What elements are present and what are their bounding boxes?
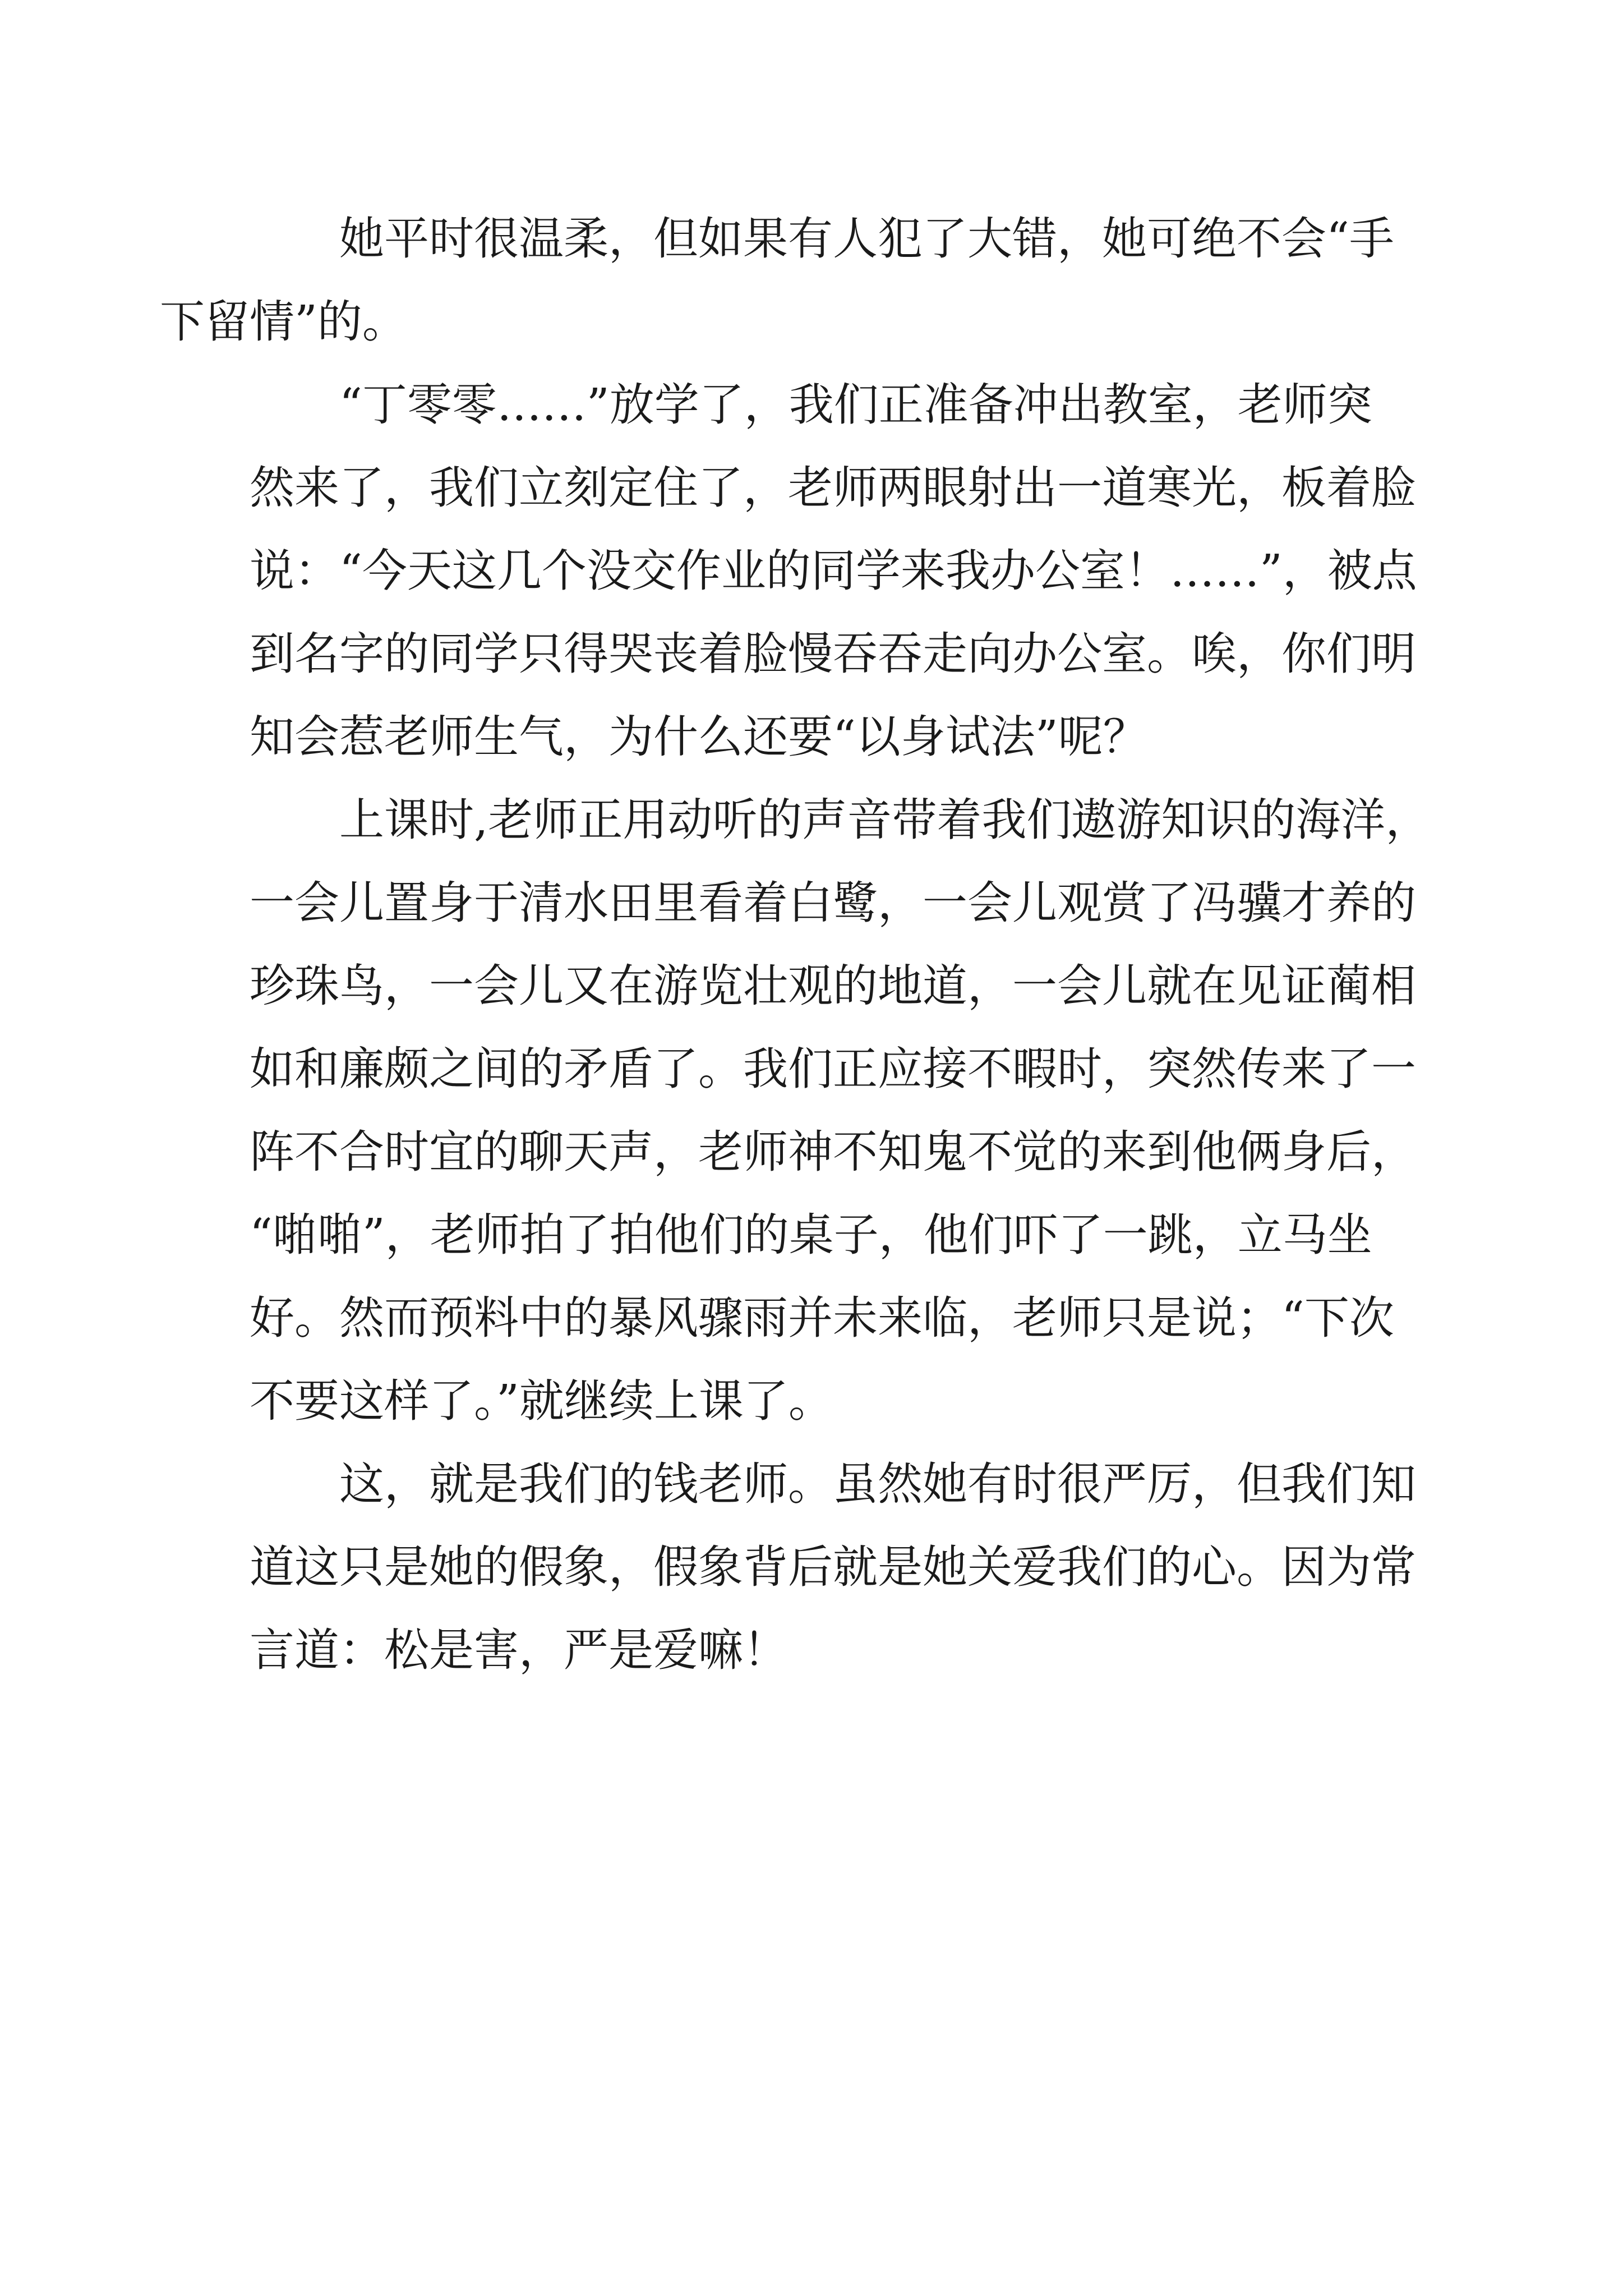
text-line: 道这只是她的假象，假象背后就是她关爱我们的心。因为常 [250,1541,1416,1593]
text-line: 不要这样了。”就继续上课了。 [250,1375,833,1427]
text-line: 下留情”的。 [160,296,407,348]
paragraph-1 [160,197,1394,364]
text-line: “啪啪”，老师拍了拍他们的桌子，他们吓了一跳，立马坐 [250,1209,1372,1261]
paragraph-2 [250,364,1417,779]
text-line: 说：“今天这几个没交作业的同学来我办公室！……”，被点 [250,545,1417,597]
text-line: 知会惹老师生气，为什么还要“以身试法”呢？ [250,711,1148,763]
text-line: 珍珠鸟，一会儿又在游览壮观的地道，一会儿就在见证蔺相 [250,960,1416,1012]
text-line: 如和廉颇之间的矛盾了。我们正应接不暇时，突然传来了一 [250,1043,1416,1095]
text-line: 阵不合时宜的聊天声，老师神不知鬼不觉的来到他俩身后， [250,1126,1416,1178]
text-line: 她平时很温柔，但如果有人犯了大错，她可绝不会“手 [339,213,1394,265]
text-line: 然来了，我们立刻定住了，老师两眼射出一道寒光，板着脸 [250,462,1416,514]
text-line: 上课时,老师正用动听的声音带着我们遨游知识的海洋， [339,794,1431,846]
text-line: 这，就是我们的钱老师。虽然她有时很严厉，但我们知 [339,1458,1416,1510]
paragraph-4 [250,1443,1416,1692]
text-line: “丁零零……”放学了，我们正准备冲出教室，老师突 [339,379,1372,431]
text-line: 好。然而预料中的暴风骤雨并未来临，老师只是说；“下次 [250,1292,1394,1344]
paragraph-3 [250,779,1431,1443]
text-line: 到名字的同学只得哭丧着脸慢吞吞走向办公室。唉，你们明 [250,628,1416,680]
text-line: 一会儿置身于清水田里看着白鹭，一会儿观赏了冯骥才养的 [250,877,1416,929]
essay-body [160,197,1431,1692]
text-line: 言道：松是害，严是爱嘛！ [250,1624,788,1676]
